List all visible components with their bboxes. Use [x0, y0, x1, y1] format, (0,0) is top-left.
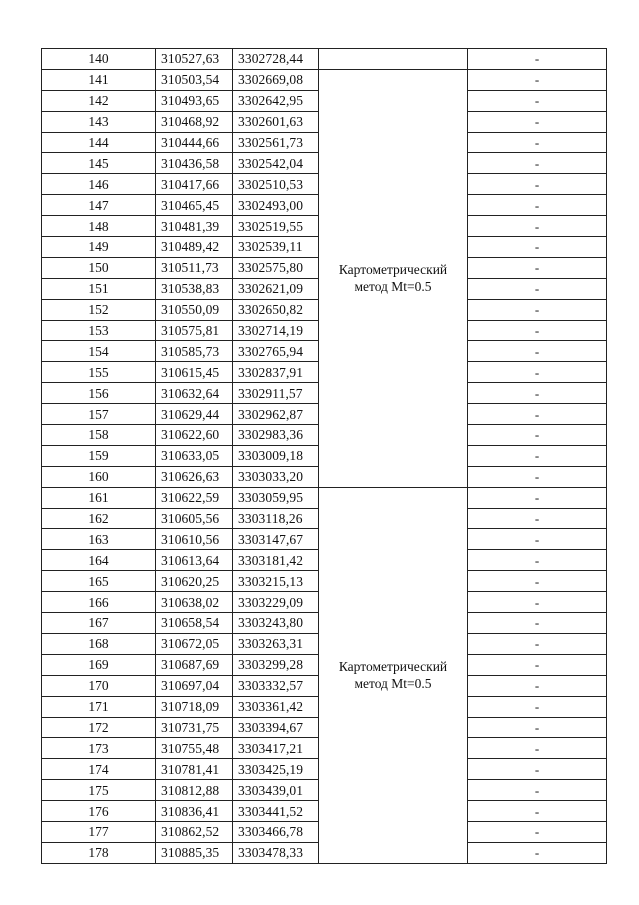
y-coordinate-cell: 3302911,57 [233, 383, 319, 404]
y-coordinate-cell: 3303147,67 [233, 529, 319, 550]
y-coordinate-cell: 3302575,80 [233, 257, 319, 278]
point-number-cell: 165 [42, 571, 156, 592]
x-coordinate-cell: 310697,04 [156, 675, 233, 696]
x-coordinate-cell: 310615,45 [156, 362, 233, 383]
point-number-cell: 155 [42, 362, 156, 383]
x-coordinate-cell: 310731,75 [156, 717, 233, 738]
table-row [42, 69, 607, 90]
note-cell: - [468, 174, 607, 195]
x-coordinate-cell: 310638,02 [156, 592, 233, 613]
point-number-cell: 170 [42, 675, 156, 696]
note-cell: - [468, 341, 607, 362]
note-cell: - [468, 445, 607, 466]
note-cell: - [468, 696, 607, 717]
note-cell: - [468, 801, 607, 822]
y-coordinate-cell: 3302983,36 [233, 425, 319, 446]
point-number-cell: 168 [42, 633, 156, 654]
x-coordinate-cell: 310493,65 [156, 90, 233, 111]
point-number-cell: 153 [42, 320, 156, 341]
note-cell: - [468, 717, 607, 738]
note-cell: - [468, 654, 607, 675]
y-coordinate-cell: 3302493,00 [233, 195, 319, 216]
x-coordinate-cell: 310511,73 [156, 257, 233, 278]
table-row [42, 487, 607, 508]
x-coordinate-cell: 310503,54 [156, 69, 233, 90]
y-coordinate-cell: 3302539,11 [233, 237, 319, 258]
method-cell [319, 49, 468, 70]
x-coordinate-cell: 310481,39 [156, 216, 233, 237]
y-coordinate-cell: 3302561,73 [233, 132, 319, 153]
x-coordinate-cell: 310885,35 [156, 842, 233, 863]
point-number-cell: 161 [42, 487, 156, 508]
note-cell: - [468, 780, 607, 801]
note-cell: - [468, 383, 607, 404]
y-coordinate-cell: 3303181,42 [233, 550, 319, 571]
point-number-cell: 156 [42, 383, 156, 404]
point-number-cell: 169 [42, 654, 156, 675]
point-number-cell: 166 [42, 592, 156, 613]
y-coordinate-cell: 3303425,19 [233, 759, 319, 780]
note-cell: - [468, 132, 607, 153]
y-coordinate-cell: 3303439,01 [233, 780, 319, 801]
note-cell: - [468, 633, 607, 654]
y-coordinate-cell: 3303118,26 [233, 508, 319, 529]
note-cell: - [468, 320, 607, 341]
note-cell: - [468, 153, 607, 174]
x-coordinate-cell: 310585,73 [156, 341, 233, 362]
point-number-cell: 158 [42, 425, 156, 446]
note-cell: - [468, 738, 607, 759]
y-coordinate-cell: 3303441,52 [233, 801, 319, 822]
y-coordinate-cell: 3302642,95 [233, 90, 319, 111]
note-cell: - [468, 237, 607, 258]
point-number-cell: 143 [42, 111, 156, 132]
point-number-cell: 159 [42, 445, 156, 466]
y-coordinate-cell: 3303299,28 [233, 654, 319, 675]
point-number-cell: 140 [42, 49, 156, 70]
note-cell: - [468, 842, 607, 863]
y-coordinate-cell: 3303361,42 [233, 696, 319, 717]
note-cell: - [468, 69, 607, 90]
point-number-cell: 150 [42, 257, 156, 278]
y-coordinate-cell: 3303243,80 [233, 613, 319, 634]
point-number-cell: 152 [42, 299, 156, 320]
x-coordinate-cell: 310672,05 [156, 633, 233, 654]
y-coordinate-cell: 3302542,04 [233, 153, 319, 174]
point-number-cell: 174 [42, 759, 156, 780]
note-cell: - [468, 466, 607, 487]
point-number-cell: 149 [42, 237, 156, 258]
y-coordinate-cell: 3302621,09 [233, 278, 319, 299]
method-cell: Картометрический метод Mt=0.5 [319, 487, 468, 863]
note-cell: - [468, 111, 607, 132]
point-number-cell: 172 [42, 717, 156, 738]
x-coordinate-cell: 310613,64 [156, 550, 233, 571]
y-coordinate-cell: 3302962,87 [233, 404, 319, 425]
y-coordinate-cell: 3302765,94 [233, 341, 319, 362]
x-coordinate-cell: 310468,92 [156, 111, 233, 132]
x-coordinate-cell: 310417,66 [156, 174, 233, 195]
x-coordinate-cell: 310620,25 [156, 571, 233, 592]
y-coordinate-cell: 3303009,18 [233, 445, 319, 466]
y-coordinate-cell: 3303215,13 [233, 571, 319, 592]
point-number-cell: 157 [42, 404, 156, 425]
note-cell: - [468, 592, 607, 613]
note-cell: - [468, 425, 607, 446]
point-number-cell: 146 [42, 174, 156, 195]
x-coordinate-cell: 310755,48 [156, 738, 233, 759]
note-cell: - [468, 508, 607, 529]
x-coordinate-cell: 310718,09 [156, 696, 233, 717]
y-coordinate-cell: 3303059,95 [233, 487, 319, 508]
x-coordinate-cell: 310622,60 [156, 425, 233, 446]
x-coordinate-cell: 310629,44 [156, 404, 233, 425]
point-number-cell: 142 [42, 90, 156, 111]
note-cell: - [468, 278, 607, 299]
note-cell: - [468, 362, 607, 383]
x-coordinate-cell: 310687,69 [156, 654, 233, 675]
y-coordinate-cell: 3303332,57 [233, 675, 319, 696]
point-number-cell: 160 [42, 466, 156, 487]
x-coordinate-cell: 310610,56 [156, 529, 233, 550]
note-cell: - [468, 216, 607, 237]
x-coordinate-cell: 310465,45 [156, 195, 233, 216]
x-coordinate-cell: 310436,58 [156, 153, 233, 174]
point-number-cell: 147 [42, 195, 156, 216]
point-number-cell: 164 [42, 550, 156, 571]
y-coordinate-cell: 3302714,19 [233, 320, 319, 341]
y-coordinate-cell: 3302837,91 [233, 362, 319, 383]
x-coordinate-cell: 310632,64 [156, 383, 233, 404]
x-coordinate-cell: 310626,63 [156, 466, 233, 487]
y-coordinate-cell: 3303417,21 [233, 738, 319, 759]
x-coordinate-cell: 310658,54 [156, 613, 233, 634]
note-cell: - [468, 759, 607, 780]
point-number-cell: 178 [42, 842, 156, 863]
x-coordinate-cell: 310489,42 [156, 237, 233, 258]
point-number-cell: 162 [42, 508, 156, 529]
y-coordinate-cell: 3302510,53 [233, 174, 319, 195]
x-coordinate-cell: 310538,83 [156, 278, 233, 299]
point-number-cell: 175 [42, 780, 156, 801]
y-coordinate-cell: 3303263,31 [233, 633, 319, 654]
note-cell: - [468, 90, 607, 111]
coordinates-table [41, 48, 607, 864]
point-number-cell: 141 [42, 69, 156, 90]
point-number-cell: 177 [42, 821, 156, 842]
note-cell: - [468, 613, 607, 634]
y-coordinate-cell: 3303466,78 [233, 821, 319, 842]
point-number-cell: 154 [42, 341, 156, 362]
note-cell: - [468, 404, 607, 425]
y-coordinate-cell: 3302650,82 [233, 299, 319, 320]
point-number-cell: 167 [42, 613, 156, 634]
x-coordinate-cell: 310781,41 [156, 759, 233, 780]
x-coordinate-cell: 310622,59 [156, 487, 233, 508]
y-coordinate-cell: 3303394,67 [233, 717, 319, 738]
y-coordinate-cell: 3302669,08 [233, 69, 319, 90]
note-cell: - [468, 299, 607, 320]
point-number-cell: 151 [42, 278, 156, 299]
point-number-cell: 144 [42, 132, 156, 153]
y-coordinate-cell: 3303478,33 [233, 842, 319, 863]
note-cell: - [468, 195, 607, 216]
point-number-cell: 163 [42, 529, 156, 550]
x-coordinate-cell: 310633,05 [156, 445, 233, 466]
x-coordinate-cell: 310527,63 [156, 49, 233, 70]
x-coordinate-cell: 310550,09 [156, 299, 233, 320]
point-number-cell: 145 [42, 153, 156, 174]
note-cell: - [468, 529, 607, 550]
table-row [42, 49, 607, 70]
coordinates-table-body [42, 49, 607, 864]
y-coordinate-cell: 3302519,55 [233, 216, 319, 237]
note-cell: - [468, 571, 607, 592]
point-number-cell: 173 [42, 738, 156, 759]
note-cell: - [468, 487, 607, 508]
x-coordinate-cell: 310862,52 [156, 821, 233, 842]
note-cell: - [468, 257, 607, 278]
x-coordinate-cell: 310605,56 [156, 508, 233, 529]
x-coordinate-cell: 310812,88 [156, 780, 233, 801]
point-number-cell: 171 [42, 696, 156, 717]
y-coordinate-cell: 3302601,63 [233, 111, 319, 132]
x-coordinate-cell: 310575,81 [156, 320, 233, 341]
y-coordinate-cell: 3303229,09 [233, 592, 319, 613]
point-number-cell: 176 [42, 801, 156, 822]
y-coordinate-cell: 3303033,20 [233, 466, 319, 487]
x-coordinate-cell: 310836,41 [156, 801, 233, 822]
note-cell: - [468, 550, 607, 571]
note-cell: - [468, 821, 607, 842]
point-number-cell: 148 [42, 216, 156, 237]
x-coordinate-cell: 310444,66 [156, 132, 233, 153]
y-coordinate-cell: 3302728,44 [233, 49, 319, 70]
note-cell: - [468, 675, 607, 696]
method-cell: Картометрический метод Mt=0.5 [319, 69, 468, 487]
note-cell: - [468, 49, 607, 70]
